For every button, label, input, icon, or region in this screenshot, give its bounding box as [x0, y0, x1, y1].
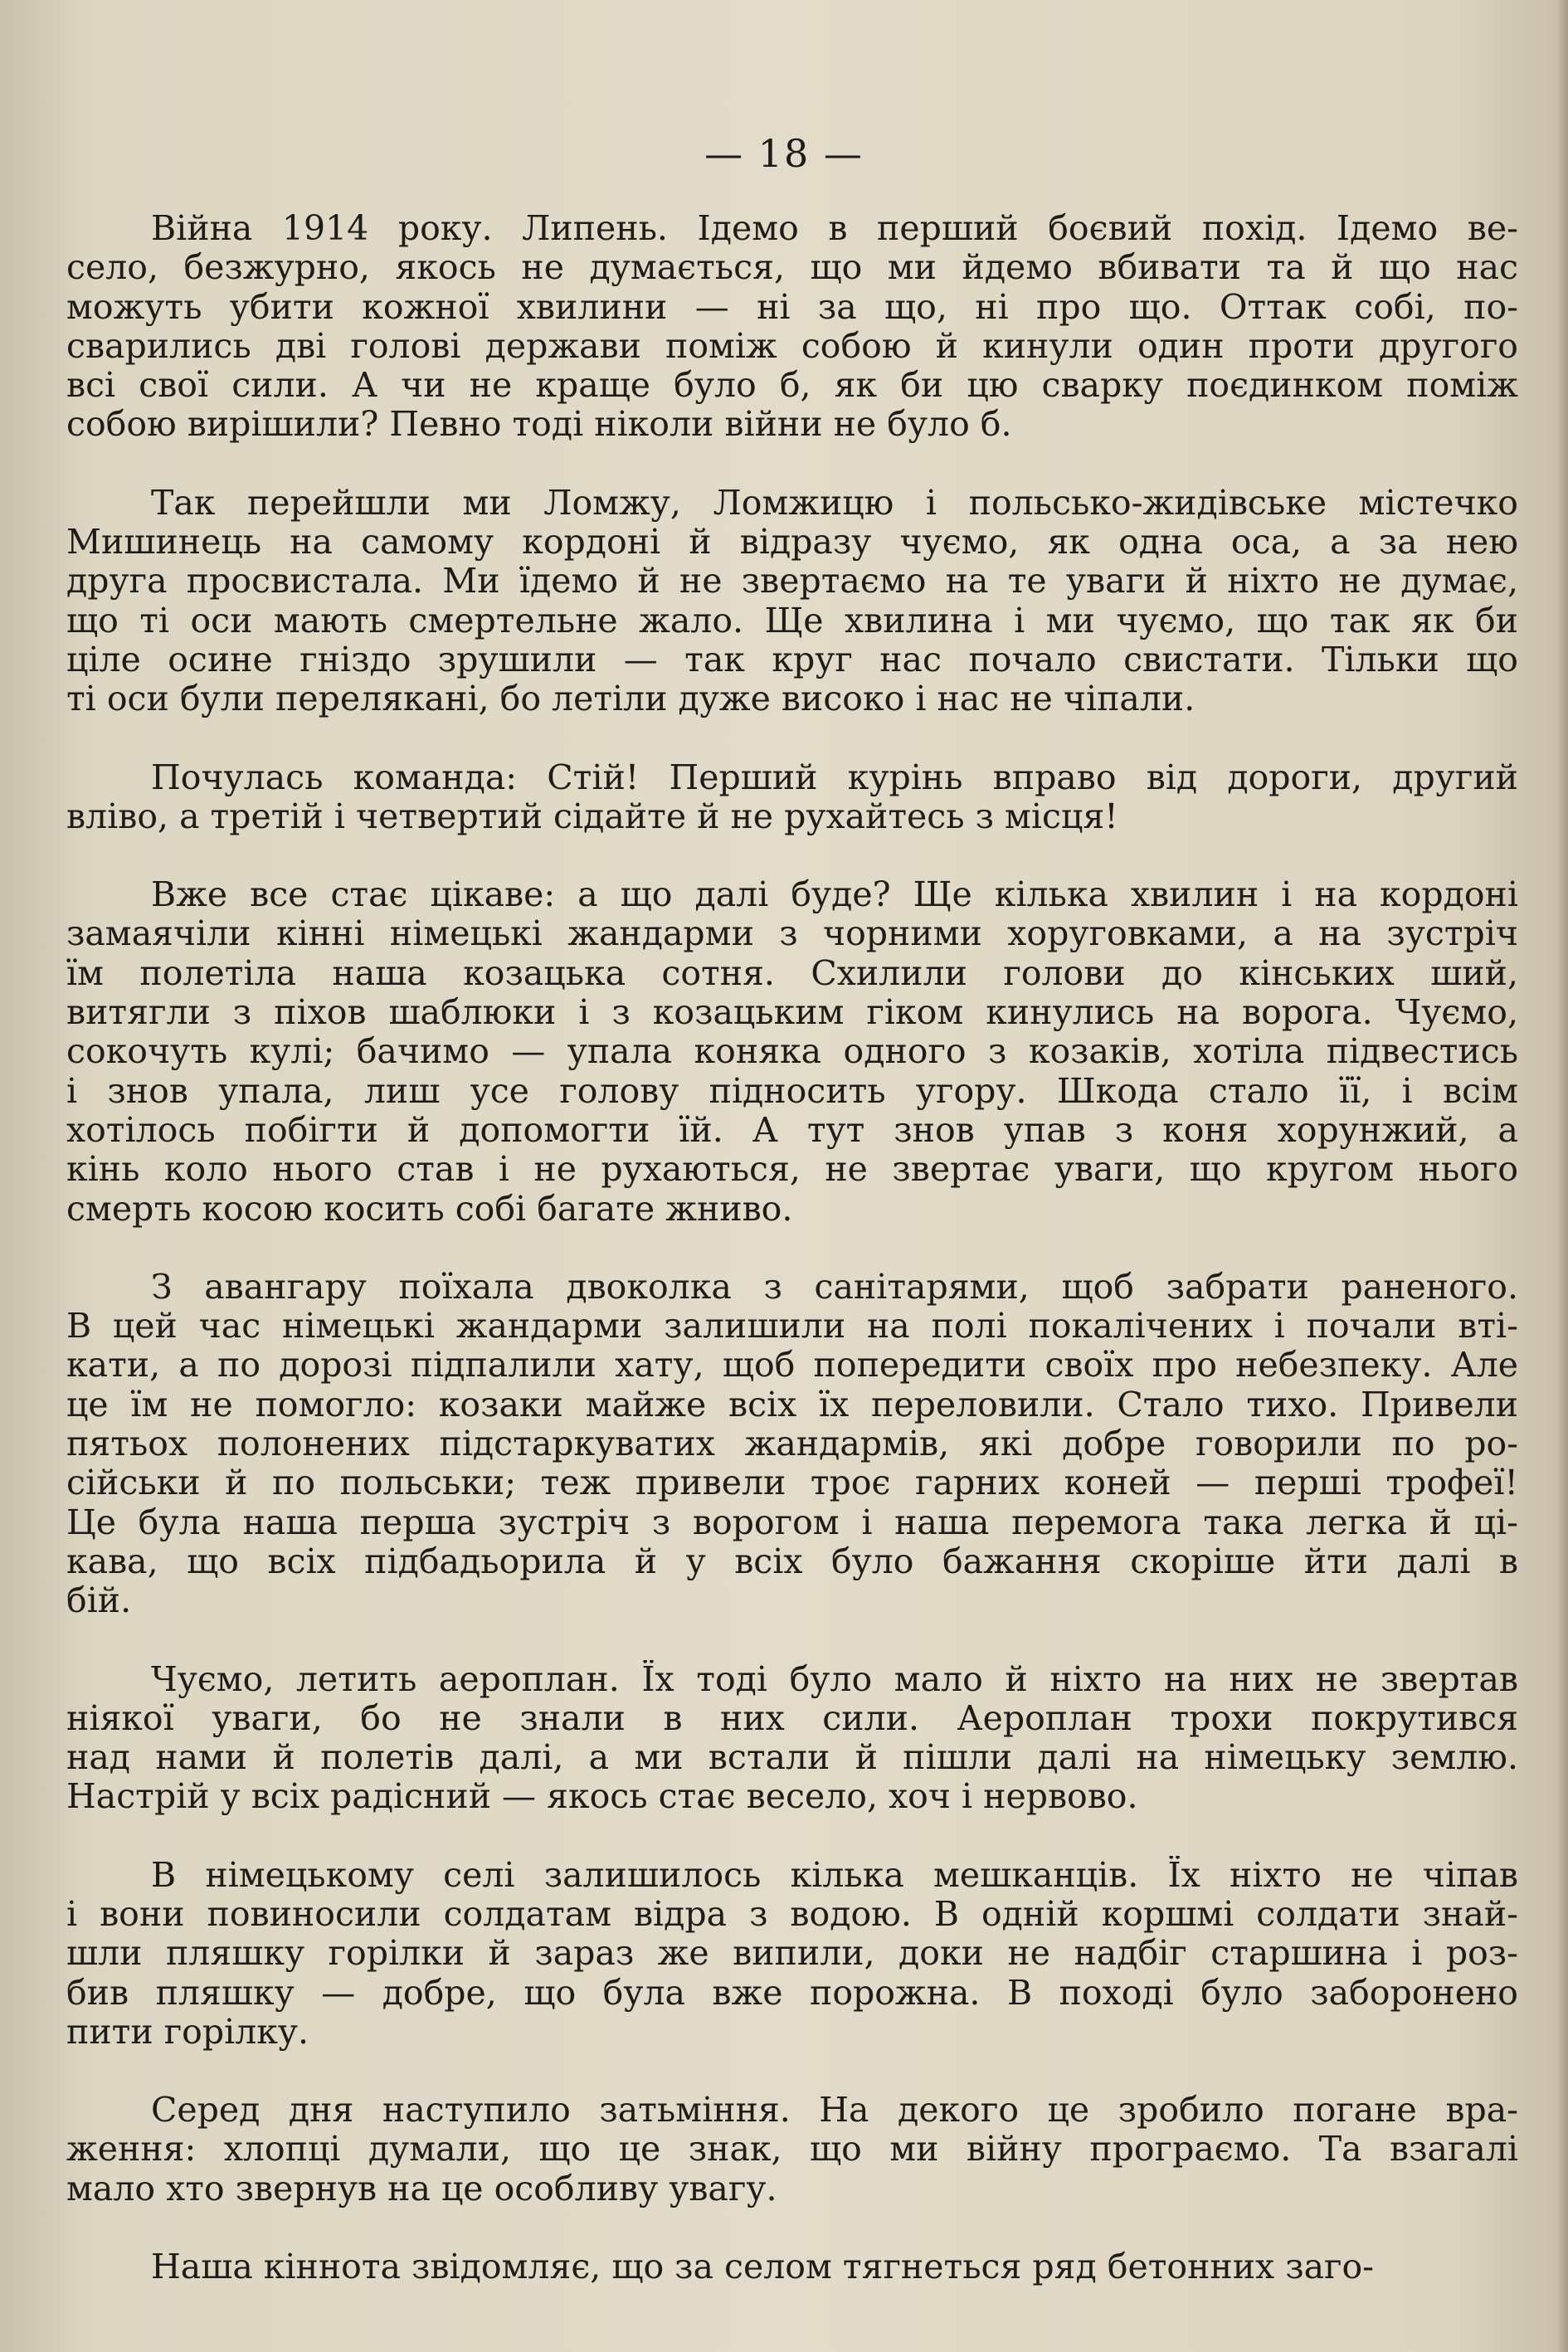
text-line: сокочуть кулі; бачимо — упала коняка одного з козаків, хотіла підвестись: [66, 1032, 1518, 1072]
text-line: Так перейшли ми Ломжу, Ломжицю і польсько-жидівське містечко: [151, 483, 1518, 523]
text-line: Це була наша перша зустріч з ворогом і наша перемога така легка й ці-: [66, 1502, 1518, 1542]
text-line: В цей час німецькі жандарми залишили на полі покалічених і почали вті-: [66, 1307, 1518, 1346]
text-line: ті оси були перелякані, бо летіли дуже високо і нас не чіпали.: [66, 679, 1195, 719]
text-line: пятьох полонених підстаркуватих жандармів, які добре говорили по ро-: [66, 1424, 1518, 1464]
page-number: — 18 —: [704, 131, 864, 176]
text-line: Настрій у всіх радісний — якось стає весело, хоч і нервово.: [66, 1777, 1138, 1817]
paragraph: [66, 2091, 1518, 2208]
text-line: і вони повиносили солдатам відра з водою. В одній коршмі солдати знай-: [66, 1894, 1518, 1934]
text-line: вліво, а третій і четвертий сідайте й не рухайтесь з місця!: [66, 796, 1118, 836]
paragraph: [66, 484, 1518, 719]
text-line: смерть косою косить собі багате жниво.: [66, 1189, 793, 1229]
text-line: сійськи й по польськи; теж привели троє гарних коней — перші трофеї!: [66, 1463, 1518, 1503]
text-line: З авангару поїхала двоколка з санітарями, щоб забрати раненого.: [151, 1267, 1518, 1307]
text-line: їм полетіла наша козацька сотня. Схилили голови до кінських ший,: [66, 953, 1518, 993]
text-line: Чуємо, летить аероплан. Їх тоді було мало й ніхто на них не звертав: [151, 1659, 1518, 1699]
paragraph: [66, 2247, 1518, 2286]
text-line: шли пляшку горілки й зараз же випили, доки не надбіг старшина і роз-: [66, 1934, 1518, 1974]
text-line: що ті оси мають смертельне жало. Ще хвилина і ми чуємо, що так як би: [66, 601, 1518, 640]
text-line: хотілось побігти й допомогти їй. А тут знов упав з коня хорунжий, а: [66, 1110, 1518, 1150]
text-line: всі свої сили. А чи не краще було б, як би цю сварку поєдинком поміж: [66, 366, 1518, 406]
text-line: Почулась команда: Стій! Перший курінь вправо від дороги, другий: [151, 757, 1518, 797]
paragraph: [66, 1268, 1518, 1621]
text-line: кава, що всіх підбадьорила й у всіх було бажання скоріше йти далі в: [66, 1541, 1518, 1581]
body-text: [66, 209, 1518, 2325]
text-line: витягли з піхов шаблюки і з козацьким гіком кинулись на ворога. Чуємо,: [66, 993, 1518, 1033]
text-line: і знов упала, лиш усе голову підносить угору. Шкода стало її, і всім: [66, 1071, 1518, 1111]
text-line: над нами й полетів далі, а ми встали й пішли далі на німецьку землю.: [66, 1738, 1518, 1778]
text-line: В німецькому селі залишилось кілька мешканців. Їх ніхто не чіпав: [151, 1855, 1518, 1895]
page-edge-shadow: [1556, 0, 1568, 2352]
text-line: ціле осине гніздо зрушили — так круг нас почало свистати. Тільки що: [66, 640, 1518, 679]
text-line: ніякої уваги, бо не знали в них сили. Аероплан трохи покрутився: [66, 1698, 1518, 1738]
text-line: ження: хлопці думали, що це знак, що ми війну програємо. Та взагалі: [66, 2130, 1518, 2169]
text-line: Мишинець на самому кордоні й відразу чуємо, як одна оса, а за нею: [66, 523, 1518, 562]
text-line: Наша кіннота звідомляє, що за селом тягнеться ряд бетонних заго-: [151, 2247, 1375, 2287]
text-line: кати, а по дорозі підпалили хату, щоб попередити своїх про небезпеку. Але: [66, 1346, 1518, 1385]
text-line: замаячіли кінні німецькі жандарми з чорними хоруговками, а на зустріч: [66, 914, 1518, 954]
paragraph: [66, 1660, 1518, 1817]
text-line: можуть убити кожної хвилини — ні за що, ні про що. Оттак собі, по-: [66, 287, 1518, 327]
text-line: це їм не помогло: козаки майже всіх їх переловили. Стало тихо. Привели: [66, 1385, 1518, 1424]
text-line: Серед дня наступило затьміння. На декого це зробило погане вра-: [151, 2091, 1518, 2130]
paragraph: [66, 758, 1518, 837]
text-line: бій.: [66, 1581, 132, 1621]
text-line: Вже все стає цікаве: а що далі буде? Ще кілька хвилин і на кордоні: [151, 875, 1518, 915]
paragraph: [66, 1856, 1518, 2052]
text-line: село, безжурно, якось не думається, що ми йдемо вбивати та й що нас: [66, 248, 1518, 288]
text-line: сварились дві голові держави поміж собою й кинули один проти другого: [66, 326, 1518, 366]
text-line: друга просвистала. Ми їдемо й не звертаємо на те уваги й ніхто не думає,: [66, 562, 1518, 601]
text-line: Війна 1914 року. Липень. Ідемо в перший боєвий похід. Ідемо ве-: [151, 209, 1518, 248]
text-line: пити горілку.: [66, 2012, 309, 2052]
paragraph: [66, 875, 1518, 1229]
text-line: бив пляшку — добре, що була вже порожна. В поході було заборонено: [66, 1973, 1518, 2013]
text-line: мало хто звернув на це особливу увагу.: [66, 2169, 777, 2208]
text-line: собою вирішили? Певно тоді ніколи війни не було б.: [66, 405, 1012, 445]
text-line: кінь коло нього став і не рухаються, не звертає уваги, що кругом нього: [66, 1150, 1518, 1190]
paragraph: [66, 209, 1518, 445]
